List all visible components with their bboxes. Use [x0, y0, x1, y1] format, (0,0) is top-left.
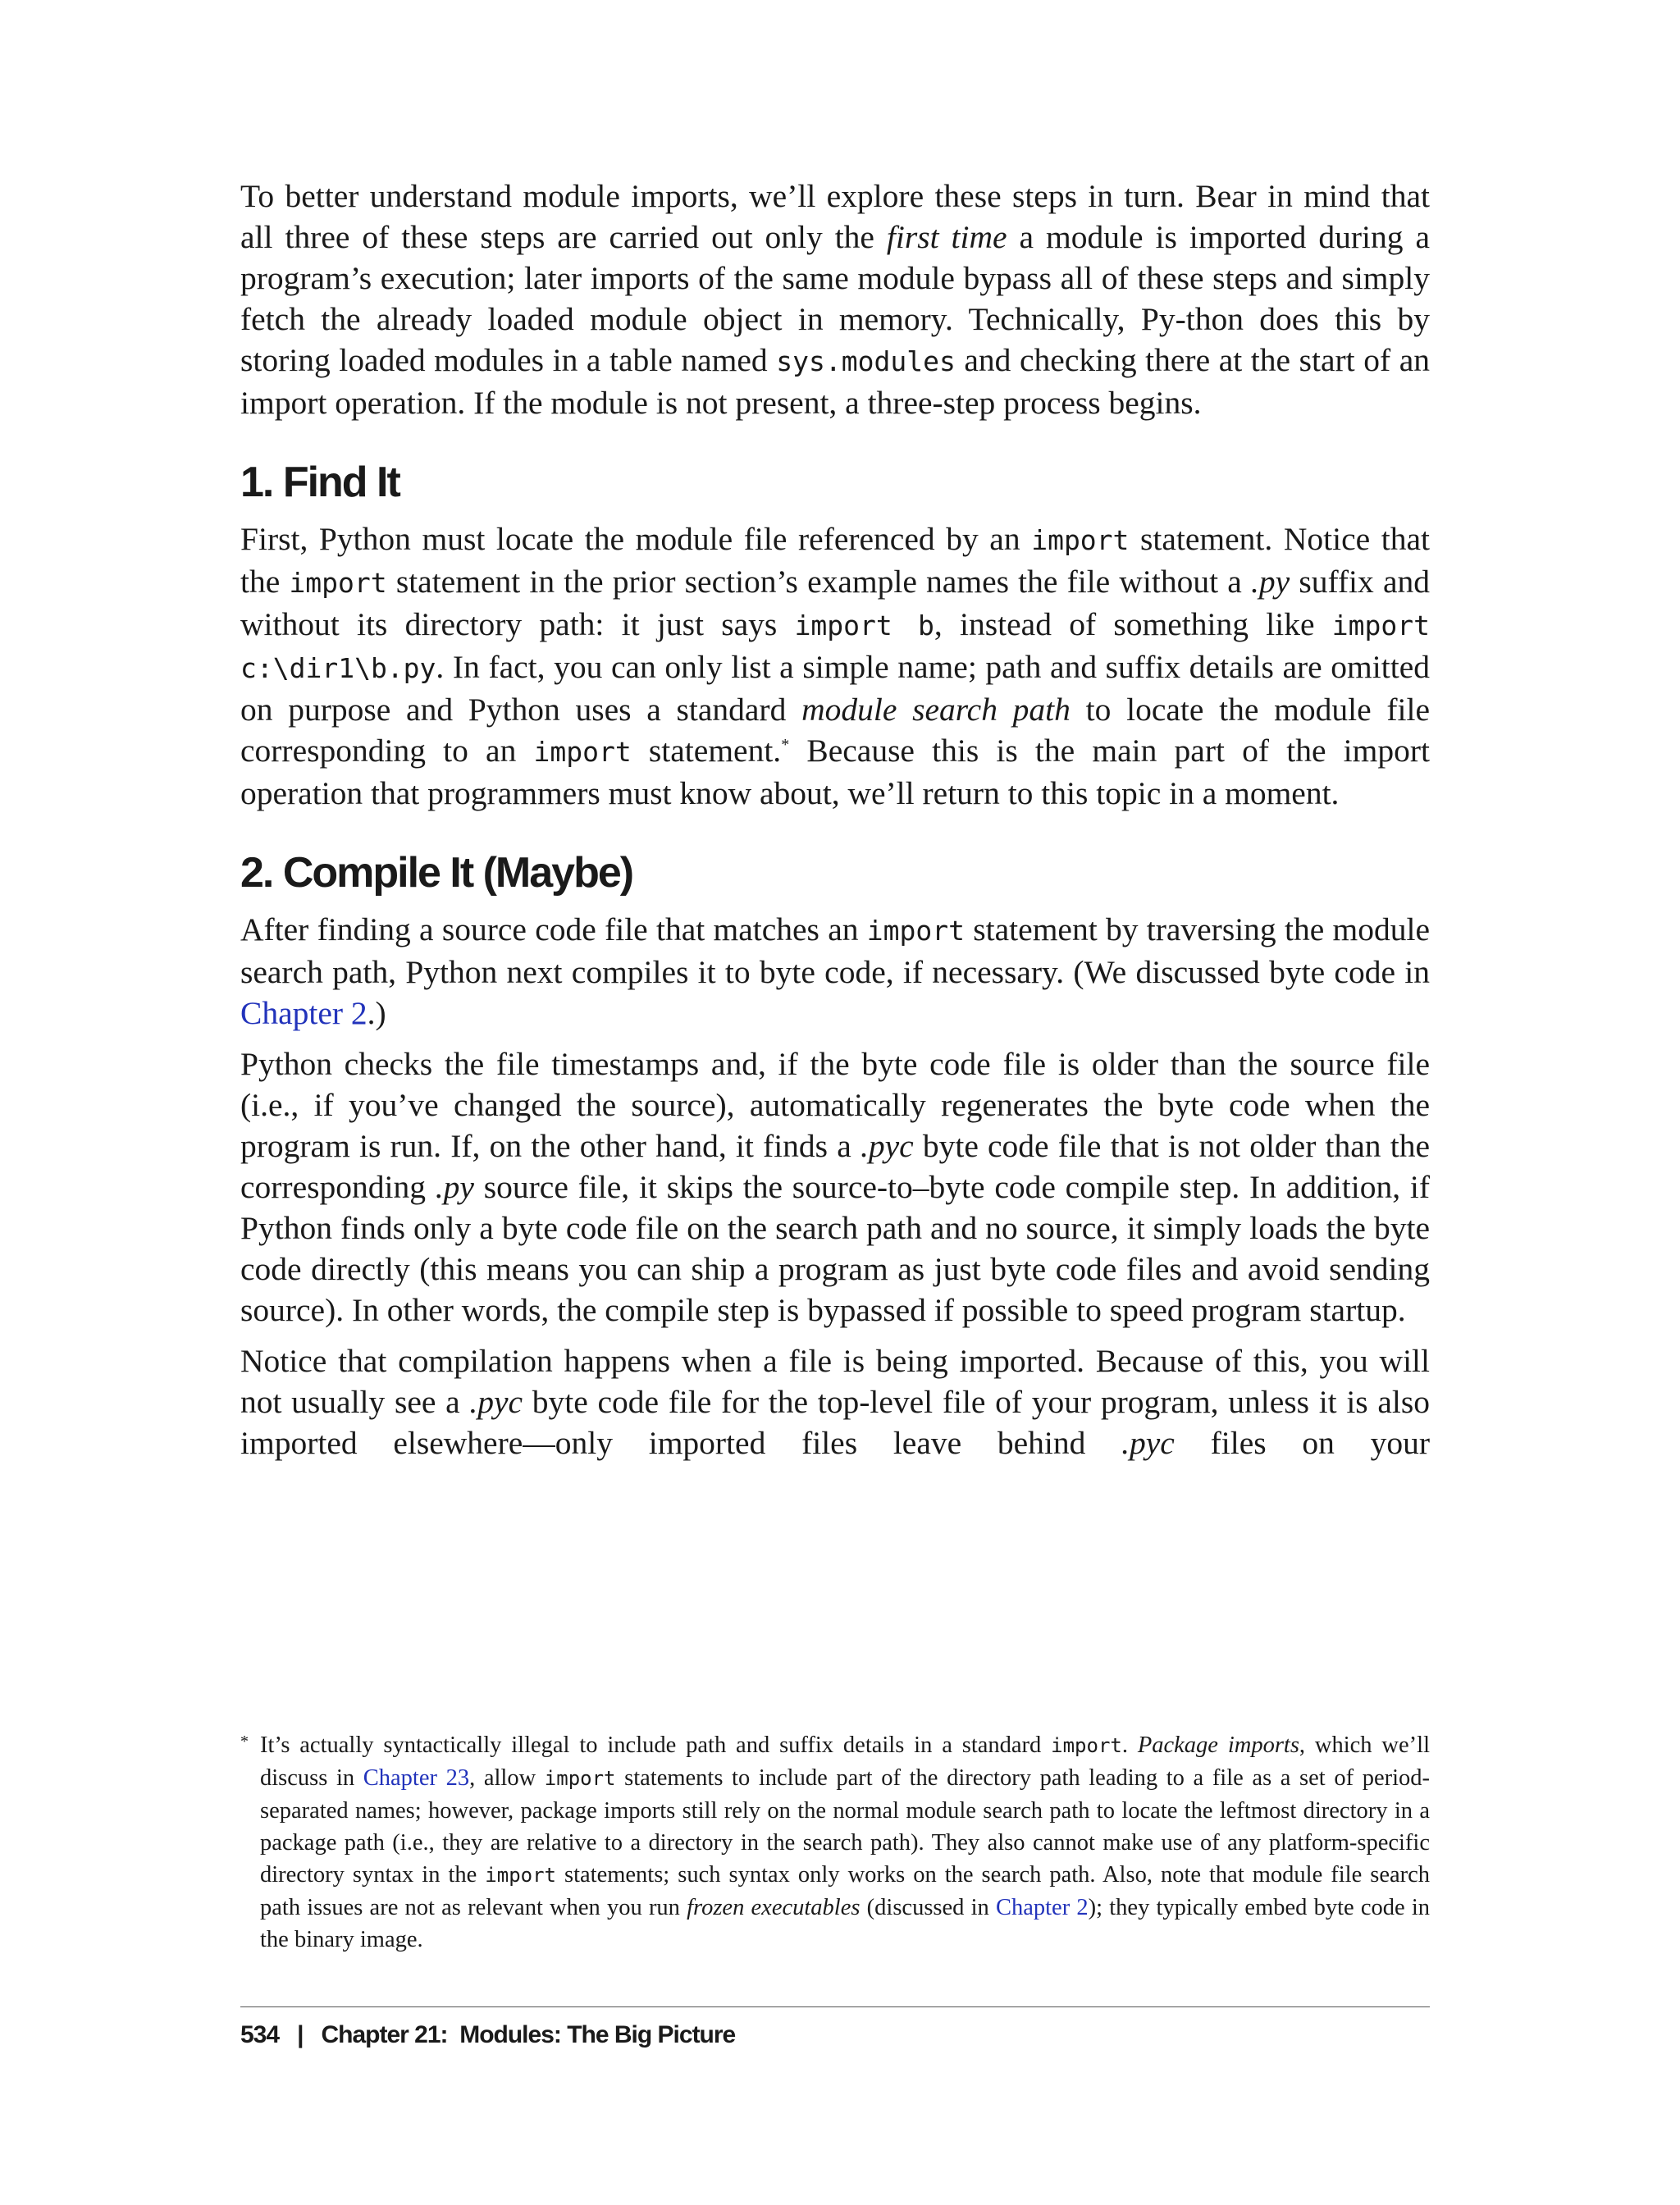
footer-divider [240, 2006, 1430, 2007]
emphasis: first time [886, 219, 1007, 255]
text-run: statement. Notice that the [240, 521, 1430, 600]
text-run: statement in the prior section’s example names the file without a [386, 564, 1251, 600]
text-run: .) [367, 995, 386, 1031]
text-run: To better understand module imports, we’ll explore these steps in turn. Bear in mind that all three of these steps are carried out only the [240, 178, 1430, 255]
text-run: files on your [1174, 1425, 1430, 1461]
text-run: and checking there at the start of an import operation. If the module is not present, a three-step process begins. [240, 342, 1430, 421]
text-run: ); they typically embed byte code in the binary image. [260, 1895, 1431, 1952]
text-run: to locate the module file corresponding to an [240, 692, 1430, 769]
text-run: suffix and without its directory path: it just says [240, 564, 1430, 642]
text-run: statement. [631, 733, 782, 769]
chapter-23-link[interactable]: Chapter 23 [363, 1765, 470, 1791]
text-run: , allow [469, 1765, 545, 1791]
inline-code: import [1031, 524, 1130, 556]
text-run: byte code file for the top-level file of your program, unless it is also imported elsewhere—only imported files leave behind [240, 1384, 1431, 1461]
inline-code: sys.modules [776, 345, 956, 377]
page-number: 534 [240, 2021, 280, 2048]
inline-code: import [1051, 1734, 1122, 1757]
footnote-mark: * [240, 1732, 249, 1751]
text-run: Python checks the file timestamps and, if the byte code file is older than the source file (i.e., if you’ve changed the source), automatically regenerates the byte code when the program is run. If, on the other hand, it finds a [240, 1046, 1430, 1164]
emphasis: frozen executables [687, 1895, 861, 1920]
page-body [240, 176, 1430, 1473]
emphasis: .pyc [469, 1384, 523, 1420]
footnote [240, 1729, 1430, 1956]
text-run: . In fact, you can only list a simple name; path and suffix details are omitted on purpose and Python uses a standard [240, 649, 1430, 728]
chapter-2-link[interactable]: Chapter 2 [240, 995, 368, 1031]
text-run: statements; such syntax only works on the search path. Also, note that module file search path issues are not as relevant when you run [260, 1862, 1431, 1920]
text-run: , instead of something like [934, 606, 1332, 642]
text-run: It’s actually syntactically illegal to include path and suffix details in a standard [260, 1732, 1052, 1758]
text-run: (discussed in [860, 1895, 996, 1920]
emphasis: .pyc [1121, 1425, 1175, 1461]
compile-paragraph-2 [240, 1043, 1430, 1331]
emphasis: .pyc [860, 1128, 914, 1164]
emphasis: Package imports [1137, 1732, 1299, 1758]
text-run: . [1121, 1732, 1138, 1758]
inline-code: import [485, 1864, 556, 1887]
text-run: After finding a source code file that matches an [240, 911, 867, 947]
page-footer [240, 2021, 735, 2049]
compile-paragraph-3 [240, 1340, 1430, 1463]
inline-code: import [544, 1767, 616, 1790]
chapter-2-footnote-link[interactable]: Chapter 2 [995, 1895, 1089, 1920]
text-run: a module is imported during a program’s execution; later imports of the same module bypass all of these steps and simply fetch the already loaded module object in memory. Technically, Py-thon does this by storing loaded modules in a table named [240, 219, 1430, 378]
footnotes [240, 1729, 1430, 1956]
intro-paragraph [240, 176, 1430, 423]
compile-paragraph-1 [240, 909, 1430, 1034]
inline-code: import [533, 736, 632, 768]
find-it-paragraph [240, 518, 1430, 814]
footer-separator: | [297, 2021, 304, 2048]
text-run: First, Python must locate the module file referenced by an [240, 521, 1032, 557]
emphasis: .py [1250, 564, 1290, 600]
emphasis: .py [435, 1169, 474, 1205]
section-heading-find-it: 1. Find It [240, 459, 399, 506]
inline-code: import b [794, 609, 934, 641]
text-run: byte code file that is not older than the corresponding [240, 1128, 1430, 1205]
text-run: statement by traversing the module search path, Python next compiles it to byte code, if necessary. (We discussed byte code in [240, 911, 1430, 990]
section-heading-compile-it: 2. Compile It (Maybe) [240, 849, 633, 897]
text-run: Because this is the main part of the import operation that programmers must know about, we’ll return to this topic in a moment. [240, 733, 1430, 811]
text-run: , which we’ll discuss in [260, 1732, 1430, 1791]
inline-code: import [289, 567, 387, 599]
emphasis: module search path [801, 692, 1071, 728]
text-run: statements to include part of the directory path leading to a file as a set of period-separated names; however, package imports still rely on the normal module search path to locate the leftmost directory in a package path (i.e., they are relative to a directory in the search path). They also cannot make use of any platform-specific directory syntax in the [260, 1765, 1430, 1888]
footer-chapter-title: Chapter 21: Modules: The Big Picture [321, 2021, 736, 2048]
inline-code: import c:\dir1\b.py [240, 609, 1430, 684]
text-run: source file, it skips the source-to–byte code compile step. In addition, if Python finds only a byte code file on the search path and no source, it simply loads the byte code directly (this means you can ship a program as just byte code files and avoid sending source). In other words, the compile step is bypassed if possible to speed program startup. [240, 1169, 1431, 1328]
text-run: Notice that compilation happens when a file is being imported. Because of this, you will not usually see a [240, 1343, 1430, 1420]
footnote-reference[interactable]: * [781, 736, 790, 754]
inline-code: import [866, 915, 966, 947]
